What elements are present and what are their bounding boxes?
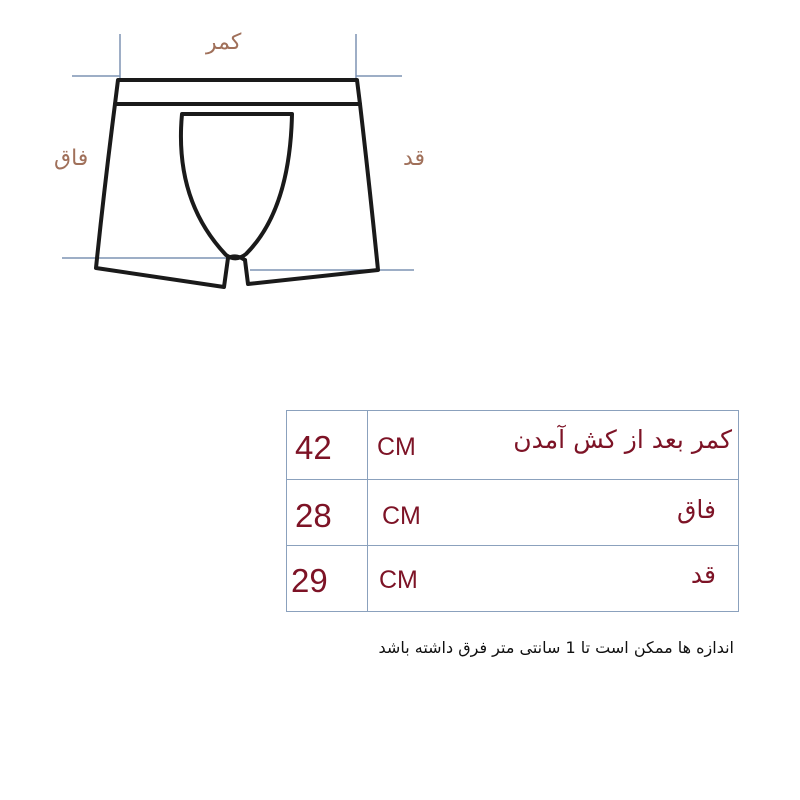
leg-label: فاق: [54, 146, 89, 171]
waist-unit: CM: [377, 433, 416, 461]
leg-value: 28: [295, 497, 332, 534]
length-value: 29: [291, 562, 328, 599]
briefs-diagram: [0, 0, 800, 320]
leg-unit: CM: [382, 502, 421, 530]
size-note: اندازه ها ممکن است تا 1 سانتی متر فرق داشته باشد: [378, 638, 734, 657]
leg-name: فاق: [677, 495, 716, 524]
waist-value: 42: [295, 429, 332, 466]
waistband: [115, 80, 360, 104]
right-leg: [245, 104, 378, 284]
waist-name: کمر بعد از کش آمدن: [513, 425, 732, 454]
table-divider-num: [367, 411, 368, 611]
table-divider-row1: [287, 479, 738, 480]
length-label: قد: [403, 146, 426, 171]
size-table: [286, 410, 739, 612]
left-leg: [96, 104, 228, 287]
length-name: قد: [690, 560, 716, 589]
waist-label: کمر: [206, 30, 242, 55]
briefs-outline: [96, 80, 378, 287]
table-divider-row2: [287, 545, 738, 546]
front-pouch: [181, 114, 292, 258]
length-unit: CM: [379, 566, 418, 594]
